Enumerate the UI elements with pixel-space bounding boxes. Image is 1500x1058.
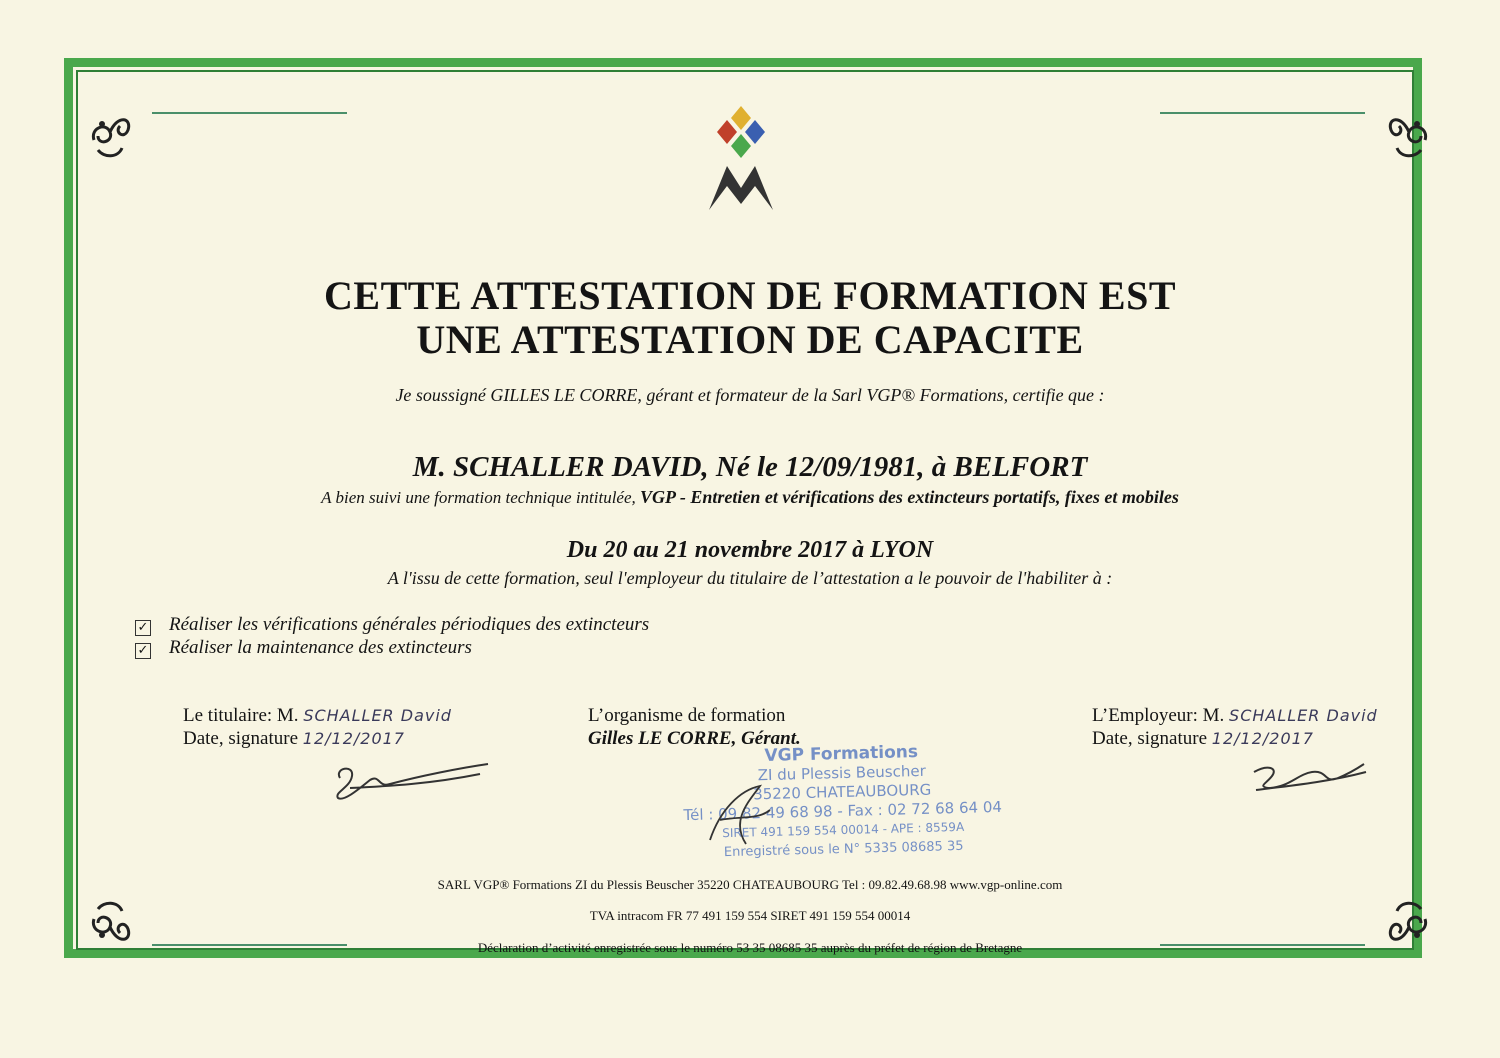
certificate-title-line1: CETTE ATTESTATION DE FORMATION EST <box>324 273 1176 318</box>
holder-label: Le titulaire: M. <box>183 705 299 726</box>
course-title: VGP - Entretien et vérifications des extincteurs portatifs, fixes et mobiles <box>640 487 1179 507</box>
ability-label: Réaliser les vérifications générales périodiques des extincteurs <box>169 614 650 635</box>
holder-handwritten-date: 12/12/2017 <box>302 729 405 748</box>
employer-date-label: Date, signature <box>1092 728 1208 749</box>
holder-date-label: Date, signature <box>183 728 299 749</box>
employer-signature-block <box>1092 704 1378 750</box>
course-line <box>0 487 1500 508</box>
holder-handwritten-name: SCHALLER David <box>303 706 452 725</box>
employer-handwritten-name: SCHALLER David <box>1229 706 1378 725</box>
organisation-label: L’organisme de formation <box>588 705 786 726</box>
course-dates: Du 20 au 21 novembre 2017 à LYON <box>566 537 934 563</box>
organisation-signer: Gilles LE CORRE, Gérant. <box>588 728 801 749</box>
trainee-identity: M. SCHALLER DAVID, Né le 12/09/1981, à BELFORT <box>412 451 1088 483</box>
stamp-line: ZI du Plessis Beuscher <box>757 761 926 785</box>
employer-handwritten-date: 12/12/2017 <box>1211 729 1314 748</box>
stamp-line: Enregistré sous le N° 5335 08685 35 <box>723 838 964 861</box>
vgp-diamond-logo <box>707 104 775 216</box>
footer-declaration: Déclaration d’activité enregistrée sous le numéro 53 35 08685 35 auprès du préfet de région de Bretagne <box>477 940 1023 955</box>
footer-tax-ids: TVA intracom FR 77 491 159 554 SIRET 491 159 554 00014 <box>589 908 911 923</box>
ability-item <box>135 637 472 659</box>
holder-signature-block <box>183 704 452 750</box>
course-prefix: A bien suivi une formation technique intitulée, <box>321 488 636 507</box>
stamp-name: VGP Formations <box>764 742 919 767</box>
corner-ornament-top-right <box>1383 100 1431 164</box>
decorative-rule-top-left <box>152 112 347 114</box>
footer-company-address: SARL VGP® Formations ZI du Plessis Beuscher 35220 CHATEAUBOURG Tel : 09.82.49.68.98 www.vgp-online.com <box>437 877 1063 892</box>
checkbox-checked-icon: ✓ <box>135 643 151 659</box>
empowerment-statement: A l'issu de cette formation, seul l'employeur du titulaire de l’attestation a le pouvoir de l'habiliter à : <box>387 568 1113 588</box>
holder-signature-scribble <box>330 758 490 804</box>
intro-statement: Je soussigné GILLES LE CORRE, gérant et formateur de la Sarl VGP® Formations, certifie que : <box>395 385 1105 405</box>
organisation-signature-block <box>588 704 801 750</box>
stamp-line: 35220 CHATEAUBOURG <box>752 780 932 804</box>
employer-label: L’Employeur: M. <box>1092 705 1225 726</box>
corner-ornament-top-left <box>88 100 136 164</box>
checkbox-checked-icon: ✓ <box>135 620 151 636</box>
stamp-line: Tél : 09 82 49 68 98 - Fax : 02 72 68 64 04 <box>683 797 1003 825</box>
decorative-rule-top-right <box>1160 112 1365 114</box>
employer-signature-scribble <box>1248 754 1368 800</box>
ability-label: Réaliser la maintenance des extincteurs <box>169 637 472 658</box>
ability-item <box>135 614 649 636</box>
certificate-title-line2: UNE ATTESTATION DE CAPACITE <box>416 317 1084 362</box>
organisation-signature-scribble <box>700 780 780 850</box>
stamp-line: SIRET 491 159 554 00014 - APE : 8559A <box>722 819 965 841</box>
